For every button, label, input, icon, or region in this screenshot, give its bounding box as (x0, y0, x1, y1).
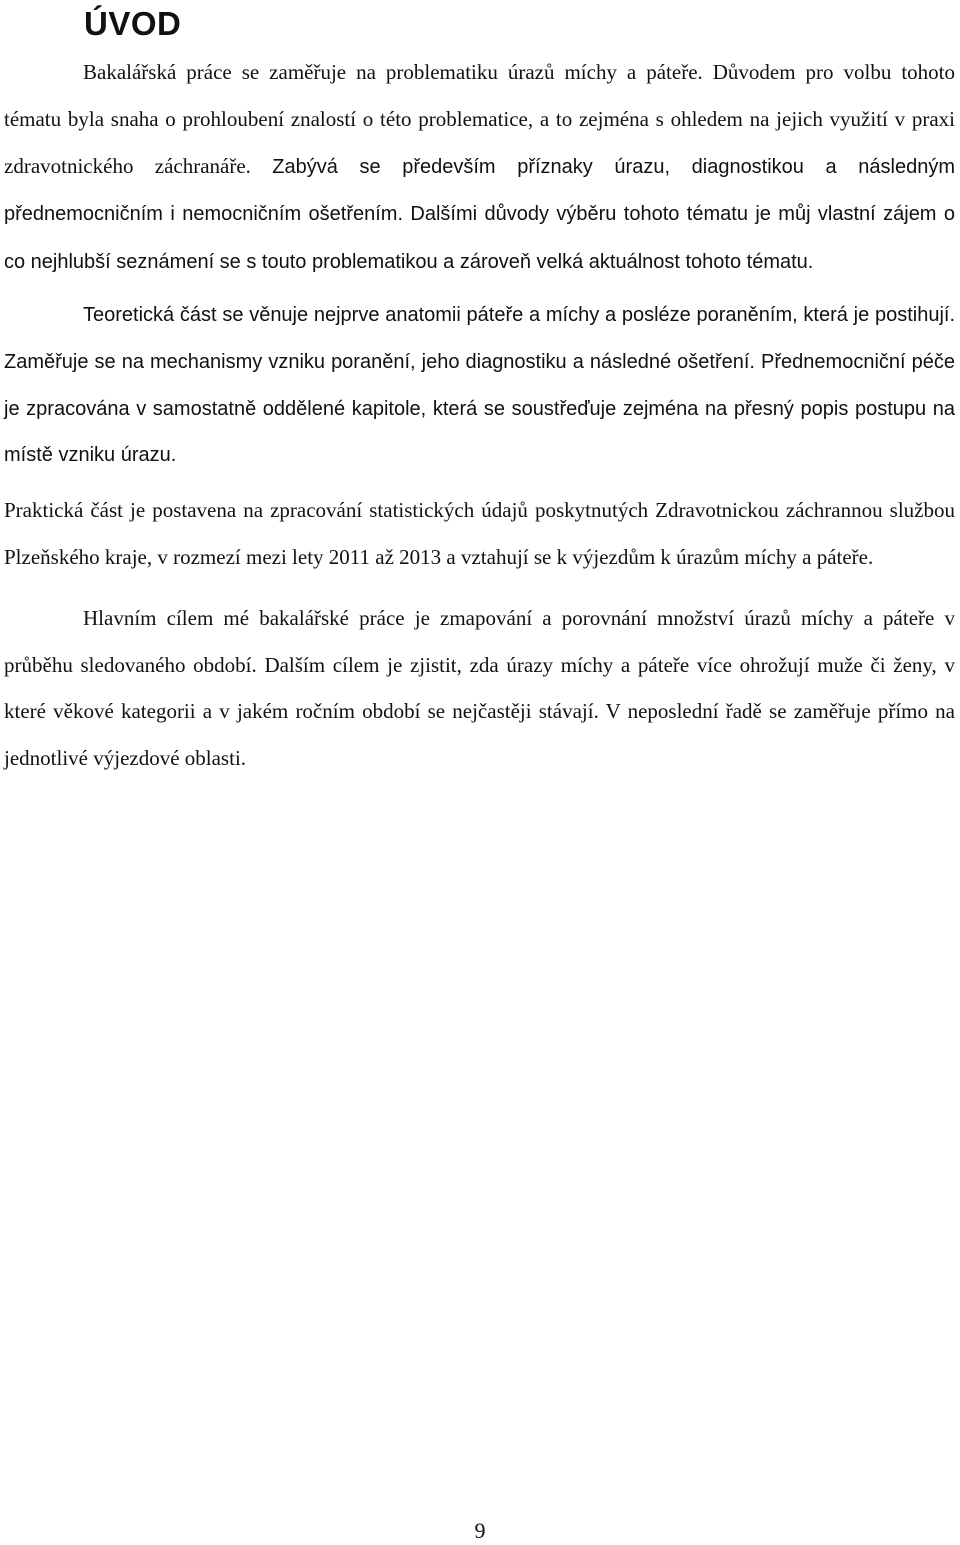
page-number: 9 (474, 1518, 486, 1543)
paragraph-intro (4, 49, 955, 286)
paragraph-goals: Hlavním cílem mé bakalářské práce je zmapování a porovnání množství úrazů míchy a páteře v průběhu sledovaného období. Dalším cílem je zjistit, zda úrazy míchy a páteře více ohrožují muže či ženy, v které věkové kategorii a v jakém ročním období se nejčastěji stávají. V neposlední řadě se zaměřuje přímo na jednotlivé výjezdové oblasti. (4, 605, 955, 771)
paragraph-theory-text-2: Přednemocniční péče je zpracována v samostatně oddělené kapitole, která se soustřeďuje zejména na přesný popis postupu na místě vzniku úrazu. (4, 350, 955, 467)
paragraph-theory (4, 292, 955, 479)
document-body (4, 49, 955, 782)
paragraph-intro-text-2: Zabývá se především příznaky úrazu, diagnostikou a následným přednemocničním i nemocničním ošetřením. Dalšími důvody výběru tohoto tématu je můj vlastní zájem o co nejhlubší seznámení se s touto problematikou a zároveň velká aktuálnost tohoto tématu. (4, 155, 956, 274)
page-title: ÚVOD (84, 5, 182, 42)
paragraph-practical: Praktická část je postavena na zpracování statistických údajů poskytnutých Zdravotnickou záchrannou službou Plzeňského kraje, v rozmezí mezi lety 2011 až 2013 a vztahují se k výjezdům k úrazům míchy a páteře. (4, 498, 955, 569)
paragraph-theory-text-1: Teoretická část se věnuje nejprve anatomii páteře a míchy a posléze poraněním, která je postihují. Zaměřuje se na mechanismy vzniku poranění, jeho diagnostiku a následné ošetření. (4, 303, 955, 373)
paragraph-intro-text-1: Bakalářská práce se zaměřuje na problematiku úrazů míchy a páteře. Důvodem pro volbu tohoto tématu byla snaha o prohloubení znalostí o této problematice, a to zejména s ohledem na jejich využití v praxi zdravotnického záchranáře. (4, 60, 955, 178)
